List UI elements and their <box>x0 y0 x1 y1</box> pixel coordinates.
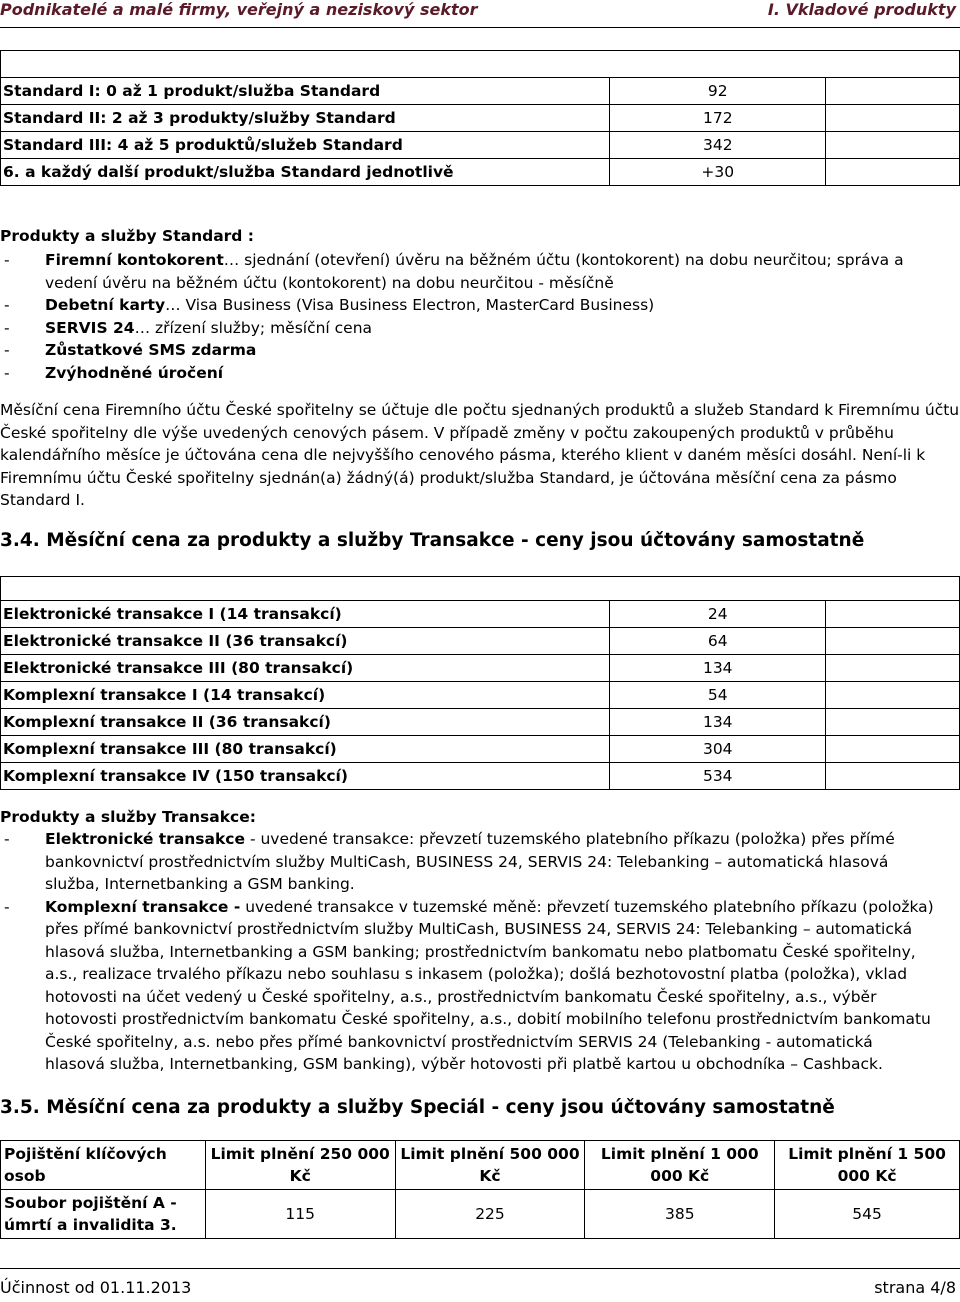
insurance-price-table <box>0 1140 960 1239</box>
header-divider <box>0 27 960 28</box>
price-value: 225 <box>395 1190 585 1239</box>
transactions-price-table <box>0 576 960 790</box>
price-label: 6. a každý další produkt/služba Standard jednotlivě <box>1 159 610 186</box>
table-row <box>1 682 960 709</box>
price-label: Komplexní transakce I (14 transakcí) <box>1 682 610 709</box>
item-description: … sjednání (otevření) úvěru na běžném účtu (kontokorent) na dobu neurčitou; správa a vedení úvěru na běžném účtu (kontokorent) na dobu neurčitou - měsíčně <box>45 251 904 292</box>
price-label: Elektronické transakce I (14 transakcí) <box>1 601 610 628</box>
item-description: - uvedené transakce: převzetí tuzemského platebního příkazu (položka) přes přímé bankovnictví prostřednictvím služby MultiCash, BUSINESS 24, SERVIS 24: Telebanking – automatická hlasová služba, Internetbanking a GSM banking. <box>45 830 895 893</box>
header-section-title: Podnikatelé a malé firmy, veřejný a neziskový sektor <box>0 0 478 19</box>
column-header: Limit plnění 1 500 000 Kč <box>775 1141 960 1190</box>
list-item <box>0 896 935 1076</box>
standard-products-title: Produkty a služby Standard : <box>0 227 255 245</box>
column-header: Limit plnění 500 000 Kč <box>395 1141 585 1190</box>
price-value: 134 <box>610 655 826 682</box>
list-item <box>0 317 960 340</box>
list-item <box>0 362 960 385</box>
page-header <box>0 0 960 24</box>
table-row <box>1 763 960 790</box>
table-row <box>1 601 960 628</box>
item-name: Komplexní transakce - <box>45 897 241 916</box>
price-value: 24 <box>610 601 826 628</box>
table-row <box>1 577 960 601</box>
price-value: 304 <box>610 736 826 763</box>
section-3-5-heading: 3.5. Měsíční cena za produkty a služby Speciál - ceny jsou účtovány samostatně <box>0 1097 835 1118</box>
table-row <box>1 628 960 655</box>
table-row <box>1 159 960 186</box>
row-label: Soubor pojištění A - úmrtí a invalidita 3. <box>1 1190 206 1239</box>
price-value: 115 <box>205 1190 395 1239</box>
table-row <box>1 51 960 78</box>
price-value: 172 <box>610 105 826 132</box>
list-item <box>0 339 960 362</box>
item-name: Debetní karty <box>45 296 166 314</box>
price-value: 54 <box>610 682 826 709</box>
list-item <box>0 828 935 896</box>
price-value: 385 <box>585 1190 775 1239</box>
list-item <box>0 249 960 294</box>
price-label: Elektronické transakce III (80 transakcí) <box>1 655 610 682</box>
price-label: Komplexní transakce IV (150 transakcí) <box>1 763 610 790</box>
footer-effective-date: Účinnost od 01.11.2013 <box>0 1278 192 1297</box>
price-label: Komplexní transakce III (80 transakcí) <box>1 736 610 763</box>
standard-price-table <box>0 50 960 186</box>
price-value: 534 <box>610 763 826 790</box>
header-chapter-title: I. Vkladové produkty <box>767 0 956 19</box>
footer-page-number: strana 4/8 <box>874 1278 956 1297</box>
transactions-products-list <box>0 828 935 1076</box>
table-row <box>1 736 960 763</box>
item-description: … Visa Business (Visa Business Electron, MasterCard Business) <box>165 296 655 314</box>
price-label: Komplexní transakce II (36 transakcí) <box>1 709 610 736</box>
item-name: Zůstatkové SMS zdarma <box>45 341 257 359</box>
table-row <box>1 105 960 132</box>
price-value: 134 <box>610 709 826 736</box>
item-description: … zřízení služby; měsíční cena <box>134 318 373 337</box>
standard-pricing-paragraph: Měsíční cena Firemního účtu České spořitelny se účtuje dle počtu sjednaných produktů a služeb Standard k Firemnímu účtu České spořitelny dle výše uvedených cenových pásem. V případě změny v počtu zakoupených produktů v průběhu kalendářního měsíce je účtována cena dle nejvyššího cenového pásma, kterého klient v daném měsíci dosáhl. Není-li k Firemnímu účtu České spořitelny sjednán(a) žádný(á) produkt/služba Standard, je účtována měsíční cena za pásmo Standard I. <box>0 401 960 510</box>
standard-products-list <box>0 249 960 384</box>
table-row <box>1 1190 960 1239</box>
transactions-products-section <box>0 806 935 1076</box>
column-header: Pojištění klíčových osob <box>1 1141 206 1190</box>
price-label: Standard I: 0 až 1 produkt/služba Standard <box>1 78 610 105</box>
list-item <box>0 294 960 317</box>
price-label: Standard II: 2 až 3 produkty/služby Standard <box>1 105 610 132</box>
price-label: Standard III: 4 až 5 produktů/služeb Standard <box>1 132 610 159</box>
transactions-products-title: Produkty a služby Transakce: <box>0 808 256 826</box>
standard-products-section <box>0 225 960 512</box>
price-value: 64 <box>610 628 826 655</box>
section-3-4-heading: 3.4. Měsíční cena za produkty a služby Transakce - ceny jsou účtovány samostatně <box>0 530 865 551</box>
item-name: SERVIS 24 <box>45 318 135 337</box>
item-name: Firemní kontokorent <box>45 251 224 269</box>
footer-divider <box>0 1268 960 1269</box>
price-value: 342 <box>610 132 826 159</box>
column-header: Limit plnění 250 000 Kč <box>205 1141 395 1190</box>
item-name: Elektronické transakce <box>45 830 246 848</box>
table-header-row <box>1 1141 960 1190</box>
table-row <box>1 78 960 105</box>
item-description: uvedené transakce v tuzemské měně: převzetí tuzemského platebního příkazu (položka) přes přímé bankovnictví prostřednictvím služby MultiCash, BUSINESS 24, SERVIS 24: Telebanking – automatická hlasová služba, Internetbanking a GSM banking; prostřednictvím bankomatu nebo platbomatu České spořitelny, a.s., realizace trvalého příkazu nebo souhlasu s inkasem (položka); došlá bezhotovostní platba (položka), vklad hotovosti na účet vedený u České spořitelny, a.s., prostřednictvím bankomatu České spořitelny, a.s., výběr hotovosti prostřednictvím bankomatu České spořitelny, a.s., dobití mobilního telefonu prostřednictvím bankomatu České spořitelny, a.s. nebo přes přímé bankovnictví prostřednictvím SERVIS 24 (Telebanking - automatická hlasová služba, Internetbanking, GSM banking), výběr hotovosti při platbě kartou u obchodníka – Cashback. <box>45 897 934 1073</box>
table-row <box>1 709 960 736</box>
table-row <box>1 655 960 682</box>
table-row <box>1 132 960 159</box>
item-name: Zvýhodněné úročení <box>45 363 224 382</box>
price-value: +30 <box>610 159 826 186</box>
price-value: 92 <box>610 78 826 105</box>
column-header: Limit plnění 1 000 000 Kč <box>585 1141 775 1190</box>
price-label: Elektronické transakce II (36 transakcí) <box>1 628 610 655</box>
price-value: 545 <box>775 1190 960 1239</box>
